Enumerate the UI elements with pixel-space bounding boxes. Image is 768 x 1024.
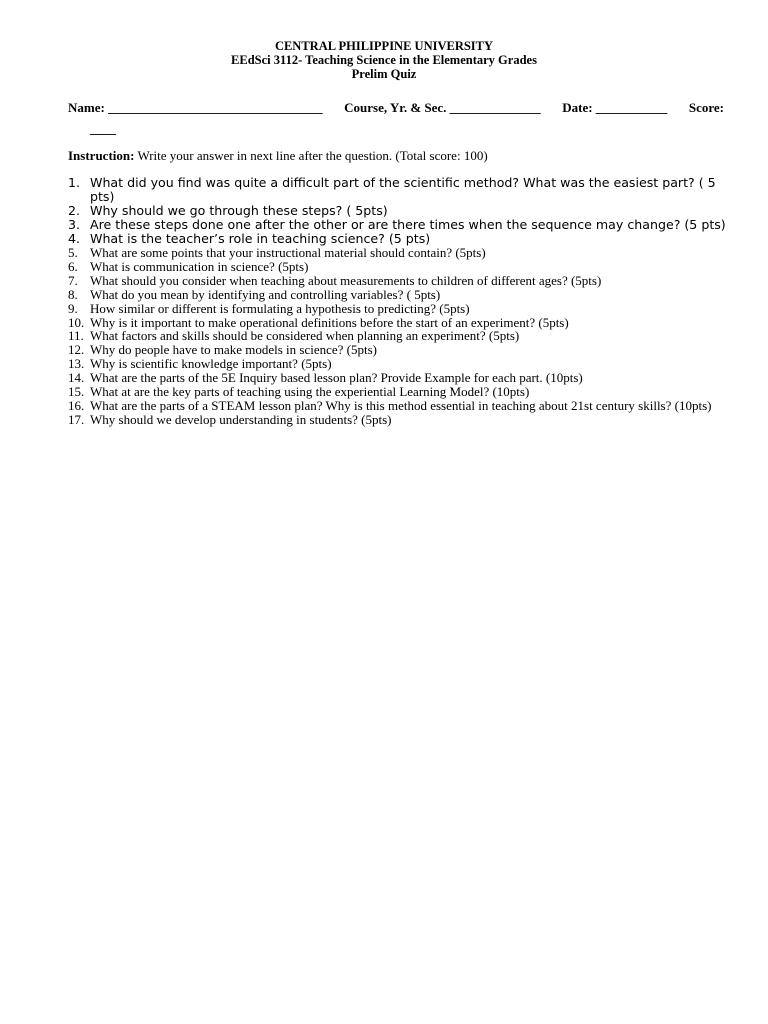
question-text: Why should we go through these steps? ( 5pts) (90, 203, 388, 218)
question-number: 15. (68, 384, 85, 400)
question-number: 14. (68, 370, 85, 386)
question-item (68, 357, 728, 371)
question-text: Why do people have to make models in science? (5pts) (90, 342, 377, 358)
question-text: What did you find was quite a difficult part of the scientific method? What was the easiest part? ( 5 pts) (90, 175, 716, 204)
question-number: 4. (68, 231, 81, 246)
question-item (68, 343, 728, 357)
question-item (68, 399, 728, 413)
question-list (68, 176, 728, 427)
score-field: ____ (90, 121, 116, 136)
question-number: 7. (68, 272, 78, 288)
course-section-field: Course, Yr. & Sec. ______________ (344, 100, 541, 115)
question-number: 17. (68, 411, 85, 427)
instruction-paragraph (68, 149, 728, 163)
question-text: What are some points that your instructional material should contain? (5pts) (90, 245, 486, 260)
student-info-line (68, 101, 724, 136)
question-item (68, 204, 728, 218)
question-text: Why should we develop understanding in students? (5pts) (90, 411, 392, 427)
question-item (68, 329, 728, 343)
question-item (68, 302, 728, 316)
question-number: 9. (68, 300, 78, 316)
question-text: What factors and skills should be considered when planning an experiment? (5pts) (90, 328, 520, 344)
question-item (68, 413, 728, 427)
score-label: Score: (688, 100, 724, 115)
question-number: 16. (68, 397, 85, 413)
question-item (68, 232, 728, 246)
question-item (68, 260, 728, 274)
question-item (68, 246, 728, 260)
question-item (68, 274, 728, 288)
question-number: 1. (68, 175, 81, 190)
question-number: 2. (68, 203, 81, 218)
question-number: 12. (68, 342, 85, 358)
question-number: 11. (68, 328, 84, 344)
question-item (68, 288, 728, 302)
question-number: 3. (68, 217, 81, 232)
question-text: What at are the key parts of teaching using the experiential Learning Model? (10pts) (90, 384, 530, 400)
date-field: Date: ___________ (562, 100, 668, 115)
name-field: Name: _________________________________ (68, 100, 323, 115)
question-number: 8. (68, 286, 78, 302)
question-item (68, 176, 728, 204)
question-item (68, 385, 728, 399)
question-text: What do you mean by identifying and controlling variables? ( 5pts) (90, 286, 441, 302)
question-text: What should you consider when teaching about measurements to children of different ages? (5pts) (90, 272, 602, 288)
question-text: What are the parts of a STEAM lesson plan? Why is this method essential in teaching about 21st century skills? (10pts) (90, 397, 712, 413)
instruction-text: Write your answer in next line after the question. (Total score: 100) (134, 148, 488, 163)
instruction-label: Instruction: (68, 148, 135, 163)
question-text: Why is it important to make operational definitions before the start of an experiment? (5pts) (90, 314, 569, 330)
quiz-title: Prelim Quiz (351, 67, 417, 81)
question-text: What is the teacher’s role in teaching science? (5 pts) (90, 231, 431, 246)
question-text: What are the parts of the 5E Inquiry based lesson plan? Provide Example for each part. (10pts) (90, 370, 583, 386)
course-title: EEdSci 3112- Teaching Science in the Elementary Grades (231, 53, 537, 67)
question-number: 6. (68, 258, 78, 274)
question-text: How similar or different is formulating a hypothesis to predicting? (5pts) (90, 300, 470, 316)
question-number: 13. (68, 356, 85, 372)
question-number: 5. (68, 245, 78, 260)
document-header (0, 39, 768, 81)
question-number: 10. (68, 314, 85, 330)
question-text: Why is scientific knowledge important? (5pts) (90, 356, 332, 372)
question-item (68, 316, 728, 330)
question-item (68, 371, 728, 385)
question-text: Are these steps done one after the other or are there times when the sequence may change? (5 pts) (90, 217, 726, 232)
university-name: CENTRAL PHILIPPINE UNIVERSITY (274, 39, 494, 53)
question-item (68, 218, 728, 232)
question-text: What is communication in science? (5pts) (90, 258, 309, 274)
